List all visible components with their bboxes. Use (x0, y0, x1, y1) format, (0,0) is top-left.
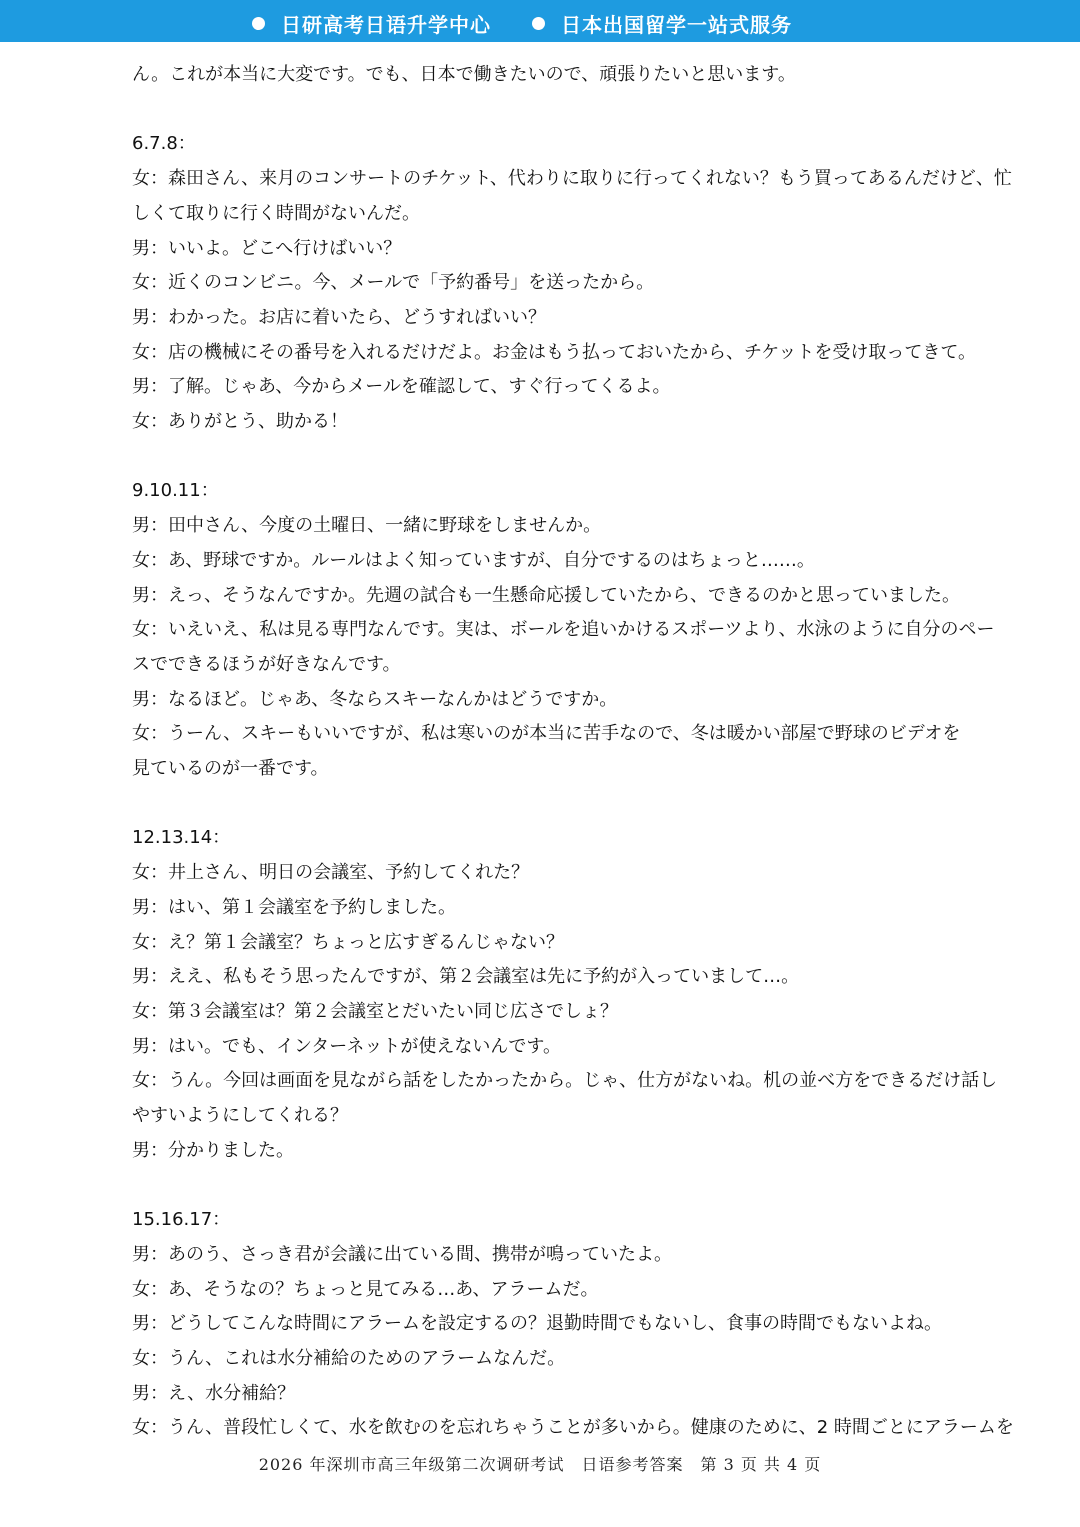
dialogue-line: 女：第３会議室は？第２会議室とだいたい同じ広さでしょ？ (132, 1000, 618, 1022)
dialogue-line: ん。これが本当に大変です。でも、日本で働きたいので、頑張りたいと思います。 (132, 64, 796, 85)
dialogue-line: 男：わかった。お店に着いたら、どうすればいい？ (132, 306, 546, 328)
dialogue-line: 男：どうしてこんな時間にアラームを設定するの？退勤時間でもないし、食事の時間でもないよね。 (132, 1313, 942, 1335)
dialogue-line: 女：うん、これは水分補給のためのアラームなんだ。 (132, 1348, 566, 1370)
section-label: 6.7.8： (132, 133, 196, 155)
dialogue-line: 見ているのが一番です。 (132, 758, 329, 780)
dialogue-line: スでできるほうが好きなんです。 (132, 653, 401, 675)
blank-line (132, 93, 952, 128)
dialogue-line: 男：了解。じゃあ、今からメールを確認して、すぐ行ってくるよ。 (132, 376, 671, 398)
dialogue-line: 男：ええ、私もそう思ったんですが、第２会議室は先に予約が入っていまして…。 (132, 966, 800, 988)
dialogue-line: 女：あ、そうなの？ちょっと見てみる…あ、アラームだ。 (132, 1278, 599, 1300)
banner-item-1 (252, 9, 491, 38)
dialogue-line: 男：え、水分補給？ (132, 1382, 296, 1404)
banner-item-2 (532, 9, 792, 38)
dialogue-line: 男：いいよ。どこへ行けばいい？ (132, 237, 402, 259)
dialogue-line: 女：森田さん、来月のコンサートのチケット、代わりに取りに行ってくれない？もう買ってあるんだけど、忙 (132, 168, 1012, 190)
dialogue-line: 男：分かりました。 (132, 1139, 294, 1161)
blank-line (132, 787, 952, 822)
header-banner (0, 0, 1080, 42)
blank-line (132, 440, 952, 475)
dialogue-line: 女：ありがとう、助かる！ (132, 411, 348, 433)
dialogue-line: 女：うーん、スキーもいいですが、私は寒いのが本当に苦手なので、冬は暖かい部屋で野球のビデオを (132, 723, 961, 745)
dialogue-line: 女：うん。今回は画面を見ながら話をしたかったから。じゃ、仕方がないね。机の並べ方をできるだけ話し (132, 1070, 998, 1092)
blank-line (132, 1169, 952, 1204)
dialogue-line: 男：はい、第１会議室を予約しました。 (132, 896, 456, 918)
page-footer: 2026 年深圳市高三年级第二次调研考试 日语参考答案 第 3 页 共 4 页 (258, 1455, 822, 1474)
dialogue-line: 女：あ、野球ですか。ルールはよく知っていますが、自分でするのはちょっと……。 (132, 549, 815, 571)
dialogue-line: 女：井上さん、明日の会議室、予約してくれた？ (132, 862, 530, 884)
banner-text-1: 日研高考日语升学中心 (281, 13, 491, 37)
dialogue-line: 男：田中さん、今度の土曜日、一緒に野球をしませんか。 (132, 515, 602, 537)
dialogue-line: やすいようにしてくれる？ (132, 1105, 348, 1127)
dialogue-line: 男：なるほど。じゃあ、冬ならスキーなんかはどうですか。 (132, 688, 618, 710)
dialogue-line: 女：近くのコンビニ。今、メールで「予約番号」を送ったから。 (132, 272, 655, 294)
banner-text-2: 日本出国留学一站式服务 (561, 13, 792, 37)
section-label: 15.16.17： (132, 1209, 231, 1231)
dialogue-line: 男：はい。でも、インターネットが使えないんです。 (132, 1035, 561, 1057)
bullet-dot-icon (532, 17, 545, 30)
section-label: 12.13.14： (132, 827, 231, 849)
dialogue-line: 女：店の機械にその番号を入れるだけだよ。お金はもう払っておいたから、チケットを受け取ってきて。 (132, 341, 977, 363)
dialogue-line: 女：うん、普段忙しくて、水を飲むのを忘れちゃうことが多いから。健康のために、2 時間ごとにアラームを (132, 1417, 1014, 1439)
bullet-dot-icon (252, 17, 265, 30)
dialogue-line: 女：え？第１会議室？ちょっと広すぎるんじゃない？ (132, 931, 564, 953)
document-body (132, 58, 1014, 1446)
section-label: 9.10.11： (132, 480, 219, 502)
dialogue-line: しくて取りに行く時間がないんだ。 (132, 202, 420, 224)
dialogue-line: 女：いえいえ、私は見る専門なんです。実は、ボールを追いかけるスポーツより、水泳のように自分のペー (132, 619, 995, 641)
dialogue-line: 男：えっ、そうなんですか。先週の試合も一生懸命応援していたから、できるのかと思っていました。 (132, 584, 960, 606)
dialogue-line: 男：あのう、さっき君が会議に出ている間、携帯が鳴っていたよ。 (132, 1243, 672, 1265)
